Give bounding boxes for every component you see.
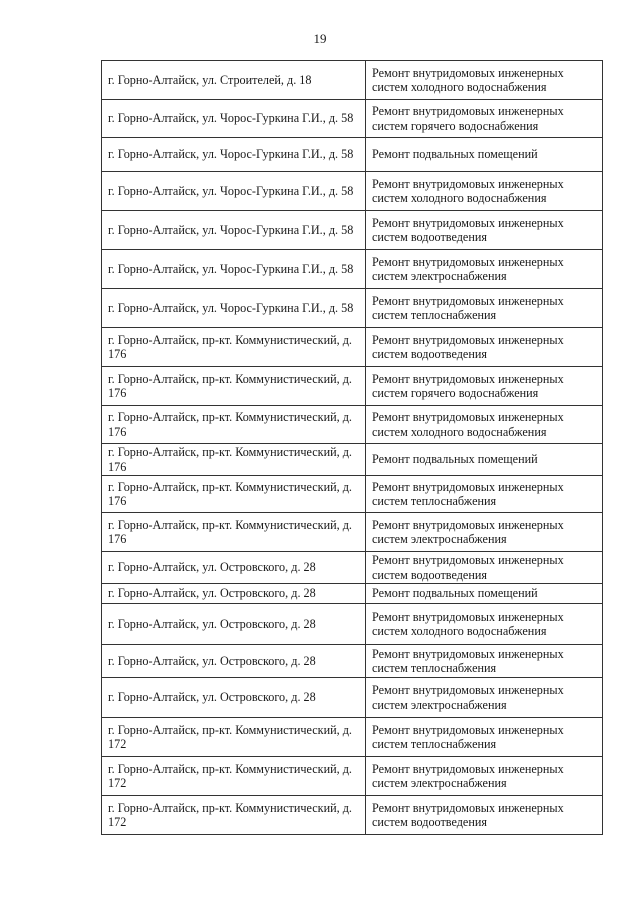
table-row <box>102 211 603 250</box>
works-table <box>101 60 603 835</box>
work-cell: Ремонт подвальных помещений <box>366 138 603 172</box>
work-cell: Ремонт внутридомовых инженерных систем теплоснабжения <box>366 476 603 513</box>
work-cell: Ремонт внутридомовых инженерных систем теплоснабжения <box>366 718 603 757</box>
work-cell: Ремонт внутридомовых инженерных систем холодного водоснабжения <box>366 406 603 444</box>
work-cell: Ремонт внутридомовых инженерных систем теплоснабжения <box>366 289 603 328</box>
address-cell: г. Горно-Алтайск, пр-кт. Коммунистический, д. 176 <box>102 444 366 476</box>
table-row <box>102 172 603 211</box>
address-cell: г. Горно-Алтайск, ул. Чорос-Гуркина Г.И., д. 58 <box>102 289 366 328</box>
address-cell: г. Горно-Алтайск, пр-кт. Коммунистический, д. 176 <box>102 406 366 444</box>
address-cell: г. Горно-Алтайск, ул. Чорос-Гуркина Г.И., д. 58 <box>102 211 366 250</box>
table-row <box>102 645 603 678</box>
table-row <box>102 604 603 645</box>
table-row <box>102 513 603 552</box>
address-cell: г. Горно-Алтайск, ул. Чорос-Гуркина Г.И., д. 58 <box>102 250 366 289</box>
address-cell: г. Горно-Алтайск, пр-кт. Коммунистический, д. 176 <box>102 367 366 406</box>
address-cell: г. Горно-Алтайск, ул. Чорос-Гуркина Г.И., д. 58 <box>102 172 366 211</box>
table-row <box>102 552 603 584</box>
work-cell: Ремонт внутридомовых инженерных систем электроснабжения <box>366 757 603 796</box>
address-cell: г. Горно-Алтайск, ул. Чорос-Гуркина Г.И., д. 58 <box>102 138 366 172</box>
work-cell: Ремонт внутридомовых инженерных систем водоотведения <box>366 211 603 250</box>
work-cell: Ремонт подвальных помещений <box>366 444 603 476</box>
table-row <box>102 61 603 100</box>
table-row <box>102 289 603 328</box>
table-row <box>102 138 603 172</box>
work-cell: Ремонт внутридомовых инженерных систем теплоснабжения <box>366 645 603 678</box>
table-row <box>102 476 603 513</box>
table-row <box>102 406 603 444</box>
table-row <box>102 250 603 289</box>
table-row <box>102 444 603 476</box>
work-cell: Ремонт внутридомовых инженерных систем холодного водоснабжения <box>366 604 603 645</box>
work-cell: Ремонт внутридомовых инженерных систем водоотведения <box>366 328 603 367</box>
table-row <box>102 678 603 718</box>
work-cell: Ремонт внутридомовых инженерных систем электроснабжения <box>366 513 603 552</box>
address-cell: г. Горно-Алтайск, пр-кт. Коммунистический, д. 172 <box>102 796 366 835</box>
address-cell: г. Горно-Алтайск, ул. Островского, д. 28 <box>102 604 366 645</box>
address-cell: г. Горно-Алтайск, ул. Строителей, д. 18 <box>102 61 366 100</box>
work-cell: Ремонт внутридомовых инженерных систем холодного водоснабжения <box>366 61 603 100</box>
work-cell: Ремонт внутридомовых инженерных систем электроснабжения <box>366 678 603 718</box>
table-row <box>102 367 603 406</box>
address-cell: г. Горно-Алтайск, ул. Островского, д. 28 <box>102 584 366 604</box>
table-row <box>102 796 603 835</box>
address-cell: г. Горно-Алтайск, ул. Островского, д. 28 <box>102 552 366 584</box>
work-cell: Ремонт внутридомовых инженерных систем водоотведения <box>366 796 603 835</box>
address-cell: г. Горно-Алтайск, ул. Островского, д. 28 <box>102 645 366 678</box>
work-cell: Ремонт внутридомовых инженерных систем горячего водоснабжения <box>366 367 603 406</box>
table-row <box>102 328 603 367</box>
table-row <box>102 584 603 604</box>
work-cell: Ремонт внутридомовых инженерных систем холодного водоснабжения <box>366 172 603 211</box>
address-cell: г. Горно-Алтайск, пр-кт. Коммунистический, д. 172 <box>102 718 366 757</box>
address-cell: г. Горно-Алтайск, ул. Островского, д. 28 <box>102 678 366 718</box>
work-cell: Ремонт внутридомовых инженерных систем электроснабжения <box>366 250 603 289</box>
address-cell: г. Горно-Алтайск, пр-кт. Коммунистический, д. 176 <box>102 328 366 367</box>
address-cell: г. Горно-Алтайск, пр-кт. Коммунистический, д. 172 <box>102 757 366 796</box>
work-cell: Ремонт внутридомовых инженерных систем водоотведения <box>366 552 603 584</box>
page-number: 19 <box>313 31 327 46</box>
address-cell: г. Горно-Алтайск, пр-кт. Коммунистический, д. 176 <box>102 513 366 552</box>
table-row <box>102 718 603 757</box>
address-cell: г. Горно-Алтайск, ул. Чорос-Гуркина Г.И., д. 58 <box>102 100 366 138</box>
table-row <box>102 757 603 796</box>
work-cell: Ремонт подвальных помещений <box>366 584 603 604</box>
address-cell: г. Горно-Алтайск, пр-кт. Коммунистический, д. 176 <box>102 476 366 513</box>
table-row <box>102 100 603 138</box>
work-cell: Ремонт внутридомовых инженерных систем горячего водоснабжения <box>366 100 603 138</box>
